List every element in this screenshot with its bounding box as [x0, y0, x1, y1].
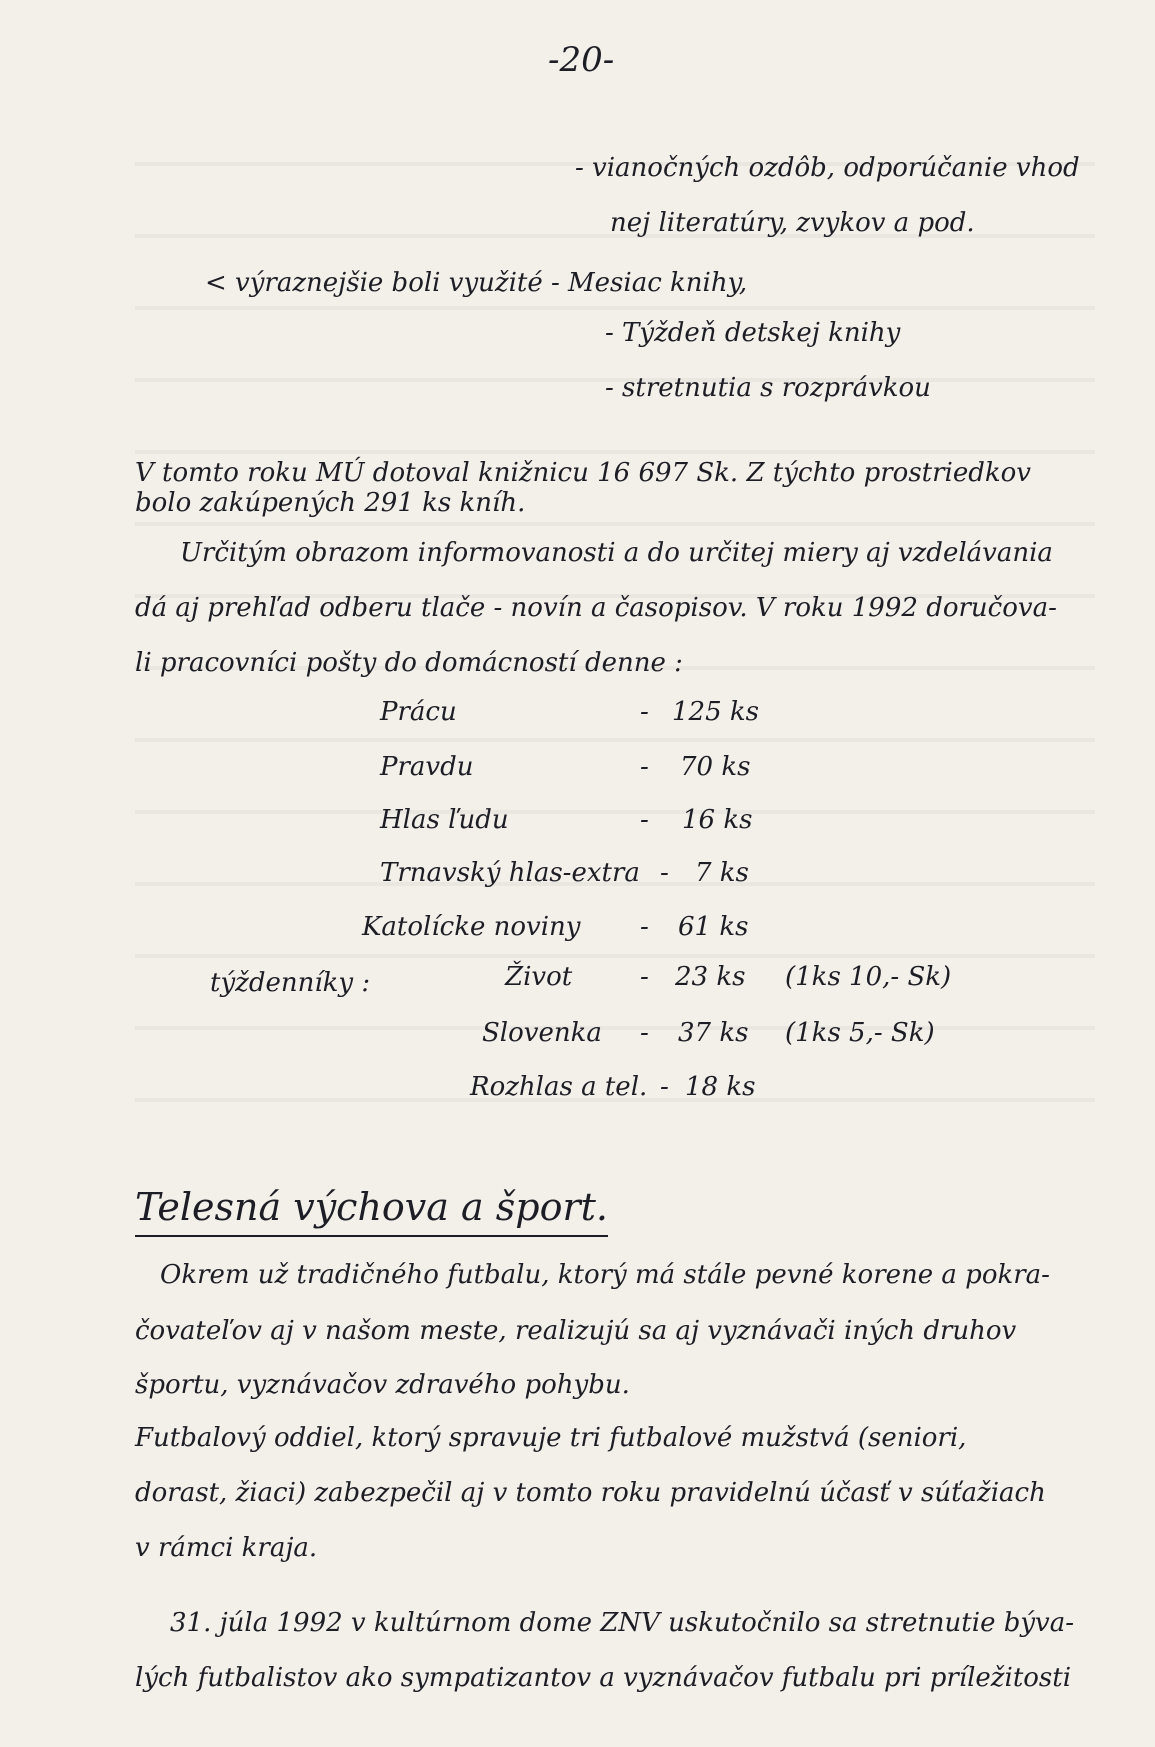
text-line: lých futbalistov ako sympatizantov a vyznávačov futbalu pri príležitosti: [135, 1663, 1072, 1693]
magazine-count: 18 ks: [685, 1072, 756, 1102]
magazine-dash: -: [660, 1072, 669, 1102]
text-line: nej literatúry, zvykov a pod.: [610, 208, 975, 238]
text-line: - stretnutia s rozprávkou: [605, 373, 931, 403]
newspaper-name: Trnavský hlas-extra: [380, 858, 640, 888]
magazine-count: 23 ks: [675, 962, 746, 992]
newspaper-count: 125 ks: [672, 697, 759, 727]
text-line: v rámci kraja.: [135, 1533, 318, 1563]
newspaper-count: 70 ks: [680, 752, 751, 782]
weekly-label: týždenníky :: [210, 968, 371, 998]
magazine-dash: -: [640, 962, 649, 992]
magazine-name: Život: [505, 962, 573, 992]
section-heading: Telesná výchova a šport.: [135, 1185, 608, 1237]
newspaper-dash: -: [640, 912, 649, 942]
text-line: V tomto roku MÚ dotoval knižnicu 16 697 Sk. Z týchto prostriedkov: [135, 458, 1031, 488]
magazine-name: Rozhlas a tel.: [470, 1072, 648, 1102]
newspaper-name: Prácu: [380, 697, 457, 727]
newspaper-dash: -: [640, 697, 649, 727]
newspaper-dash: -: [640, 805, 649, 835]
newspaper-count: 16 ks: [682, 805, 753, 835]
text-line: dá aj prehľad odberu tlače - novín a časopisov. V roku 1992 doručova-: [135, 593, 1057, 623]
magazine-price: (1ks 10,- Sk): [785, 962, 952, 992]
text-line: - vianočných ozdôb, odporúčanie vhod: [575, 153, 1080, 183]
newspaper-count: 61 ks: [678, 912, 749, 942]
text-line: čovateľov aj v našom meste, realizujú sa aj vyznávači iných druhov: [135, 1316, 1017, 1346]
newspaper-dash: -: [640, 752, 649, 782]
page-number: -20-: [548, 40, 615, 80]
text-line: li pracovníci pošty do domácností denne :: [135, 648, 683, 678]
text-line: športu, vyznávačov zdravého pohybu.: [135, 1370, 630, 1400]
magazine-name: Slovenka: [482, 1018, 602, 1048]
text-line: 31. júla 1992 v kultúrnom dome ZNV uskutočnilo sa stretnutie býva-: [170, 1608, 1075, 1638]
text-line: bolo zakúpených 291 ks kníh.: [135, 488, 526, 518]
text-line: Futbalový oddiel, ktorý spravuje tri futbalové mužstvá (seniori,: [135, 1423, 967, 1453]
text-line: < výraznejšie boli využité - Mesiac knihy,: [205, 268, 748, 298]
newspaper-name: Hlas ľudu: [380, 805, 509, 835]
newspaper-count: 7 ks: [695, 858, 749, 888]
text-line: Určitým obrazom informovanosti a do určitej miery aj vzdelávania: [180, 538, 1053, 568]
newspaper-name: Katolícke noviny: [362, 912, 581, 942]
newspaper-dash: -: [660, 858, 669, 888]
magazine-dash: -: [640, 1018, 649, 1048]
newspaper-name: Pravdu: [380, 752, 474, 782]
text-line: Okrem už tradičného futbalu, ktorý má stále pevné korene a pokra-: [160, 1260, 1050, 1290]
magazine-price: (1ks 5,- Sk): [785, 1018, 935, 1048]
text-line: dorast, žiaci) zabezpečil aj v tomto roku pravidelnú účasť v súťažiach: [135, 1478, 1046, 1508]
magazine-count: 37 ks: [678, 1018, 749, 1048]
text-line: - Týždeň detskej knihy: [605, 318, 901, 348]
